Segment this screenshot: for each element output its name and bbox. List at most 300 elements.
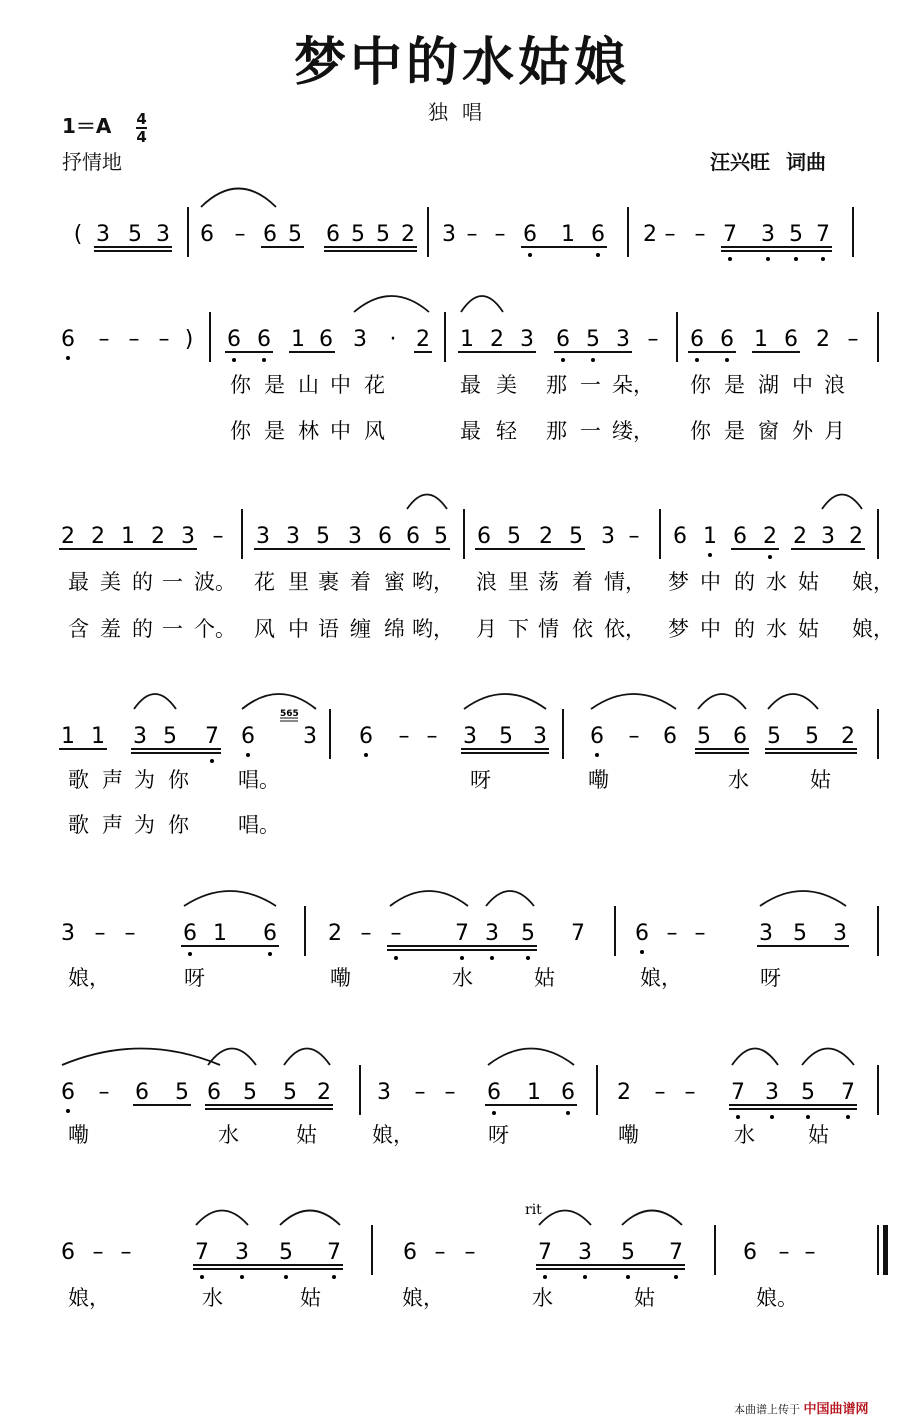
octave-dot-low xyxy=(770,1115,774,1119)
note: 1 xyxy=(213,921,227,946)
note: 3 xyxy=(256,524,270,549)
lyric-syllable: 月 xyxy=(476,617,497,641)
dash-note: – xyxy=(694,222,706,247)
lyric-syllable: 的 xyxy=(734,617,755,641)
note: 6 xyxy=(263,222,277,247)
octave-dot-low xyxy=(695,358,699,362)
lyric-syllable: 语 xyxy=(318,617,339,641)
lyric-syllable: 窗 xyxy=(758,419,779,443)
lyric-syllable: 月 xyxy=(824,419,845,443)
song-title: 梦中的水姑娘 xyxy=(293,33,630,93)
note: 6 xyxy=(635,921,649,946)
lyric-syllable: 水 xyxy=(452,966,473,990)
note: 5 xyxy=(434,524,448,549)
lyric-syllable: 荡 xyxy=(538,570,559,594)
note: 2 xyxy=(793,524,807,549)
lyric-syllable: 水 xyxy=(218,1123,239,1147)
lyric-syllable: 姑 xyxy=(808,1123,829,1147)
lyric-syllable: 中 xyxy=(288,617,309,641)
note: 5 xyxy=(805,724,819,749)
note: 7 xyxy=(731,1080,745,1105)
lyric-syllable: 中 xyxy=(330,373,351,397)
dash-note: – xyxy=(120,1240,132,1265)
time-bottom: 4 xyxy=(136,127,147,146)
lyric-syllable: 依 xyxy=(572,617,593,641)
slur xyxy=(280,1211,340,1226)
lyric-syllable: 唱。 xyxy=(238,813,280,837)
note: 7 xyxy=(841,1080,855,1105)
lyric-syllable: 歌 xyxy=(68,768,89,792)
note: 1 xyxy=(561,222,575,247)
lyric-syllable: 情， xyxy=(604,570,646,594)
octave-dot-low xyxy=(626,1275,630,1279)
lyric-syllable: 花 xyxy=(254,570,275,594)
note: 6 xyxy=(784,327,798,352)
dash-note: – xyxy=(434,1240,446,1265)
note: 3 xyxy=(235,1240,249,1265)
lyric-syllable: 中 xyxy=(700,570,721,594)
system-5 xyxy=(61,891,878,991)
note: 6 xyxy=(135,1080,149,1105)
lyric-syllable: 水 xyxy=(766,617,787,641)
note: 3 xyxy=(377,1080,391,1105)
note: 3 xyxy=(533,724,547,749)
note: 2 xyxy=(841,724,855,749)
slur xyxy=(284,1049,330,1066)
lyric-syllable: 美 xyxy=(100,570,121,594)
note: 5 xyxy=(288,222,302,247)
octave-dot-low xyxy=(210,759,214,763)
lyric-syllable: 娘， xyxy=(402,1286,444,1310)
lyric-syllable: 着 xyxy=(572,570,593,594)
lyric-syllable: 是 xyxy=(264,419,285,443)
note: 2 xyxy=(816,327,830,352)
note: 1 xyxy=(527,1080,541,1105)
slur xyxy=(407,495,447,510)
slur xyxy=(539,1211,591,1226)
lyric-syllable: 中 xyxy=(700,617,721,641)
octave-dot-low xyxy=(332,1275,336,1279)
lyric-syllable: 裹 xyxy=(318,570,339,594)
lyric-syllable: 一 xyxy=(162,617,183,641)
octave-dot-low xyxy=(736,1115,740,1119)
slur xyxy=(488,1049,574,1066)
lyric-syllable: 你 xyxy=(168,768,189,792)
dash-note: – xyxy=(390,921,402,946)
note: 1 xyxy=(291,327,305,352)
octave-dot-low xyxy=(674,1275,678,1279)
lyric-syllable: 花 xyxy=(364,373,385,397)
octave-dot-low xyxy=(640,950,644,954)
system-7 xyxy=(61,1211,888,1312)
rit-marking: rit xyxy=(525,1202,542,1218)
lyric-syllable: 浪 xyxy=(476,570,497,594)
lyric-syllable: 那 xyxy=(546,373,567,397)
octave-dot-low xyxy=(543,1275,547,1279)
lyric-syllable: 波。 xyxy=(194,570,236,594)
dash-note: – xyxy=(684,1080,696,1105)
lyric-syllable: 水 xyxy=(728,768,749,792)
octave-dot-low xyxy=(262,358,266,362)
lyric-syllable: 歌 xyxy=(68,813,89,837)
note: 6 xyxy=(663,724,677,749)
lyric-syllable: 依， xyxy=(604,617,646,641)
lyric-syllable: 嘞 xyxy=(68,1123,89,1147)
note: ) xyxy=(184,327,194,352)
dash-note: – xyxy=(628,724,640,749)
note: 3 xyxy=(181,524,195,549)
octave-dot-low xyxy=(846,1115,850,1119)
note: 3 xyxy=(286,524,300,549)
note: 3 xyxy=(96,222,110,247)
lyric-syllable: 个。 xyxy=(194,617,236,641)
note: 3 xyxy=(821,524,835,549)
dash-note: – xyxy=(128,327,140,352)
note: 5 xyxy=(499,724,513,749)
slur xyxy=(486,891,534,906)
note: 7 xyxy=(538,1240,552,1265)
note: 1 xyxy=(754,327,768,352)
lyric-syllable: 朵， xyxy=(612,373,654,397)
note: 1 xyxy=(703,524,717,549)
octave-dot-low xyxy=(591,358,595,362)
lyric-syllable: 水 xyxy=(532,1286,553,1310)
note: 6 xyxy=(487,1080,501,1105)
note: 2 xyxy=(763,524,777,549)
note: 7 xyxy=(723,222,737,247)
lyric-syllable: 嘞 xyxy=(330,966,351,990)
note: 5 xyxy=(789,222,803,247)
lyric-syllable: 姑 xyxy=(300,1286,321,1310)
tempo-marking: 抒情地 xyxy=(62,150,122,174)
octave-dot-low xyxy=(66,356,70,360)
octave-dot-low xyxy=(768,555,772,559)
lyric-syllable: 一 xyxy=(580,373,601,397)
note: 3 xyxy=(303,724,317,749)
note: 3 xyxy=(463,724,477,749)
note: 5 xyxy=(283,1080,297,1105)
octave-dot-low xyxy=(595,753,599,757)
lyric-syllable: 里 xyxy=(508,570,529,594)
note: 7 xyxy=(571,921,585,946)
note: 3 xyxy=(761,222,775,247)
lyric-syllable: 为 xyxy=(134,768,155,792)
octave-dot-low xyxy=(364,753,368,757)
octave-dot-low xyxy=(596,253,600,257)
note: 3 xyxy=(133,724,147,749)
lyric-syllable: 浪 xyxy=(824,373,845,397)
note: 3 xyxy=(61,921,75,946)
note: 6 xyxy=(673,524,687,549)
octave-dot-low xyxy=(708,553,712,557)
note: 5 xyxy=(175,1080,189,1105)
note: 3 xyxy=(578,1240,592,1265)
note: 2 xyxy=(849,524,863,549)
dash-note: – xyxy=(494,222,506,247)
note: 2 xyxy=(317,1080,331,1105)
lyric-syllable: 是 xyxy=(724,419,745,443)
note: 6 xyxy=(591,222,605,247)
dash-note: – xyxy=(398,724,410,749)
note: 6 xyxy=(477,524,491,549)
note: 7 xyxy=(195,1240,209,1265)
octave-dot-low xyxy=(806,1115,810,1119)
note: 6 xyxy=(359,724,373,749)
octave-dot-low xyxy=(246,753,250,757)
octave-dot-low xyxy=(821,257,825,261)
dash-note: – xyxy=(98,1080,110,1105)
lyric-syllable: 为 xyxy=(134,813,155,837)
note: 6 xyxy=(733,724,747,749)
dash-note: – xyxy=(158,327,170,352)
note: 6 xyxy=(61,1080,75,1105)
note: 1 xyxy=(91,724,105,749)
note: 6 xyxy=(733,524,747,549)
note: 6 xyxy=(720,327,734,352)
lyric-syllable: 娘， xyxy=(68,1286,110,1310)
key-label: 1＝A xyxy=(62,114,112,138)
note: 5 xyxy=(793,921,807,946)
lyric-syllable: 娘， xyxy=(372,1123,414,1147)
lyric-syllable: 外 xyxy=(792,419,813,443)
lyric-syllable: 你 xyxy=(168,813,189,837)
note: 2 xyxy=(539,524,553,549)
octave-dot-low xyxy=(394,956,398,960)
note: 5 xyxy=(586,327,600,352)
lyric-syllable: 姑 xyxy=(534,966,555,990)
note: 5 xyxy=(279,1240,293,1265)
note: 6 xyxy=(326,222,340,247)
lyric-syllable: 最 xyxy=(68,570,89,594)
note: 3 xyxy=(348,524,362,549)
note: 1 xyxy=(61,724,75,749)
lyric-syllable: 嘞 xyxy=(588,768,609,792)
octave-dot-low xyxy=(561,358,565,362)
author-name: 汪兴旺 xyxy=(710,150,770,174)
note: 3 xyxy=(601,524,615,549)
lyric-syllable: 你 xyxy=(690,373,711,397)
lyric-syllable: 那 xyxy=(546,419,567,443)
lyric-syllable: 姑 xyxy=(798,570,819,594)
author-role: 词曲 xyxy=(786,150,826,174)
dash-note: – xyxy=(464,1240,476,1265)
octave-dot-low xyxy=(200,1275,204,1279)
dash-note: – xyxy=(654,1080,666,1105)
lyric-syllable: 中 xyxy=(330,419,351,443)
dash-note: – xyxy=(234,222,246,247)
lyric-syllable: 梦 xyxy=(668,617,689,641)
octave-dot-low xyxy=(725,358,729,362)
lyric-syllable: 梦 xyxy=(668,570,689,594)
lyric-syllable: 美 xyxy=(496,373,517,397)
slur xyxy=(760,891,846,906)
octave-dot-low xyxy=(268,952,272,956)
lyric-syllable: 缕， xyxy=(612,419,654,443)
note: 2 xyxy=(416,327,430,352)
note: 6 xyxy=(403,1240,417,1265)
note: 6 xyxy=(319,327,333,352)
note: 6 xyxy=(207,1080,221,1105)
system-6 xyxy=(61,1049,878,1149)
note: 2 xyxy=(151,524,165,549)
lyric-syllable: 哟， xyxy=(412,617,454,641)
lyric-syllable: 水 xyxy=(734,1123,755,1147)
dash-note: – xyxy=(426,724,438,749)
lyric-syllable: 下 xyxy=(508,617,529,641)
note: 6 xyxy=(257,327,271,352)
note: 5 xyxy=(507,524,521,549)
octave-dot-low xyxy=(528,253,532,257)
note: 6 xyxy=(61,327,75,352)
lyric-syllable: 呀 xyxy=(488,1123,509,1147)
octave-dot-low xyxy=(188,952,192,956)
note: ( xyxy=(73,222,83,247)
note: 6 xyxy=(183,921,197,946)
lyric-syllable: 绵 xyxy=(384,617,405,641)
note: 5 xyxy=(316,524,330,549)
dash-note: – xyxy=(647,327,659,352)
note: 2 xyxy=(328,921,342,946)
note: 7 xyxy=(669,1240,683,1265)
note: 6 xyxy=(561,1080,575,1105)
note: 5 xyxy=(767,724,781,749)
lyric-syllable: 湖 xyxy=(758,373,779,397)
lyric-syllable: 娘， xyxy=(852,617,894,641)
note: 5 xyxy=(243,1080,257,1105)
slur xyxy=(390,891,468,906)
note: 2 xyxy=(643,222,657,247)
note: 5 xyxy=(697,724,711,749)
lyric-syllable: 娘， xyxy=(68,966,110,990)
octave-dot-low xyxy=(284,1275,288,1279)
note: 6 xyxy=(690,327,704,352)
slur xyxy=(354,296,429,312)
note: · xyxy=(389,327,397,352)
lyric-syllable: 的 xyxy=(132,570,153,594)
slur xyxy=(591,694,676,709)
lyric-syllable: 一 xyxy=(162,570,183,594)
note: 6 xyxy=(590,724,604,749)
note: 6 xyxy=(227,327,241,352)
note: 5 xyxy=(621,1240,635,1265)
octave-dot-low xyxy=(460,956,464,960)
note: 5 xyxy=(801,1080,815,1105)
note: 3 xyxy=(616,327,630,352)
slur xyxy=(201,189,276,208)
lyric-syllable: 最 xyxy=(460,373,481,397)
note: 3 xyxy=(765,1080,779,1105)
lyric-syllable: 呀 xyxy=(184,966,205,990)
note: 2 xyxy=(61,524,75,549)
note: 6 xyxy=(263,921,277,946)
lyric-syllable: 哟， xyxy=(412,570,454,594)
lyric-syllable: 水 xyxy=(766,570,787,594)
octave-dot-low xyxy=(232,358,236,362)
dash-note: – xyxy=(694,921,706,946)
note: 3 xyxy=(520,327,534,352)
lyric-syllable: 娘， xyxy=(852,570,894,594)
slur xyxy=(184,891,276,906)
note: 5 xyxy=(376,222,390,247)
octave-dot-low xyxy=(583,1275,587,1279)
octave-dot-low xyxy=(794,257,798,261)
note: 3 xyxy=(759,921,773,946)
note: 6 xyxy=(61,1240,75,1265)
note: 6 xyxy=(406,524,420,549)
slur xyxy=(134,694,176,709)
lyric-syllable: 是 xyxy=(264,373,285,397)
note: 7 xyxy=(455,921,469,946)
slur xyxy=(242,694,316,709)
lyric-syllable: 一 xyxy=(580,419,601,443)
dash-note: – xyxy=(628,524,640,549)
lyric-syllable: 唱。 xyxy=(238,768,280,792)
lyric-syllable: 中 xyxy=(792,373,813,397)
note: 3 xyxy=(156,222,170,247)
footer-credit xyxy=(734,1398,869,1417)
note: 2 xyxy=(617,1080,631,1105)
lyric-syllable: 呀 xyxy=(760,966,781,990)
dash-note: – xyxy=(444,1080,456,1105)
system-2 xyxy=(61,296,878,444)
dash-note: – xyxy=(92,1240,104,1265)
note: 6 xyxy=(200,222,214,247)
slur xyxy=(461,296,503,312)
note: 1 xyxy=(460,327,474,352)
dash-note: – xyxy=(847,327,859,352)
footer-text: 本曲谱上传于 xyxy=(734,1403,800,1416)
lyric-syllable: 是 xyxy=(724,373,745,397)
lyric-syllable: 声 xyxy=(102,768,123,792)
slur xyxy=(622,1211,682,1226)
dash-note: – xyxy=(414,1080,426,1105)
lyric-syllable: 含 xyxy=(68,617,89,641)
lyric-syllable: 的 xyxy=(132,617,153,641)
footer-brand: 中国曲谱网 xyxy=(803,1402,869,1417)
note: 6 xyxy=(241,724,255,749)
lyric-syllable: 的 xyxy=(734,570,755,594)
note: 7 xyxy=(816,222,830,247)
note: 3 xyxy=(442,222,456,247)
lyric-syllable: 蜜 xyxy=(384,570,405,594)
dash-note: – xyxy=(98,327,110,352)
note: 6 xyxy=(743,1240,757,1265)
dash-note: – xyxy=(124,921,136,946)
lyric-syllable: 里 xyxy=(288,570,309,594)
octave-dot-low xyxy=(66,1109,70,1113)
octave-dot-low xyxy=(240,1275,244,1279)
dash-note: – xyxy=(666,921,678,946)
dash-note: – xyxy=(804,1240,816,1265)
octave-dot-low xyxy=(728,257,732,261)
note: 5 xyxy=(351,222,365,247)
lyric-syllable: 姑 xyxy=(810,768,831,792)
dash-note: – xyxy=(94,921,106,946)
lyric-syllable: 林 xyxy=(298,419,319,443)
lyric-syllable: 姑 xyxy=(296,1123,317,1147)
dash-note: – xyxy=(212,524,224,549)
note: 2 xyxy=(401,222,415,247)
lyric-syllable: 呀 xyxy=(470,768,491,792)
lyric-syllable: 羞 xyxy=(100,617,121,641)
note: 5 xyxy=(128,222,142,247)
lyric-syllable: 嘞 xyxy=(618,1123,639,1147)
note: 1 xyxy=(121,524,135,549)
lyric-syllable: 娘。 xyxy=(756,1286,798,1310)
dash-note: – xyxy=(360,921,372,946)
performance-type: 独唱 xyxy=(428,100,496,124)
slur xyxy=(768,694,818,709)
